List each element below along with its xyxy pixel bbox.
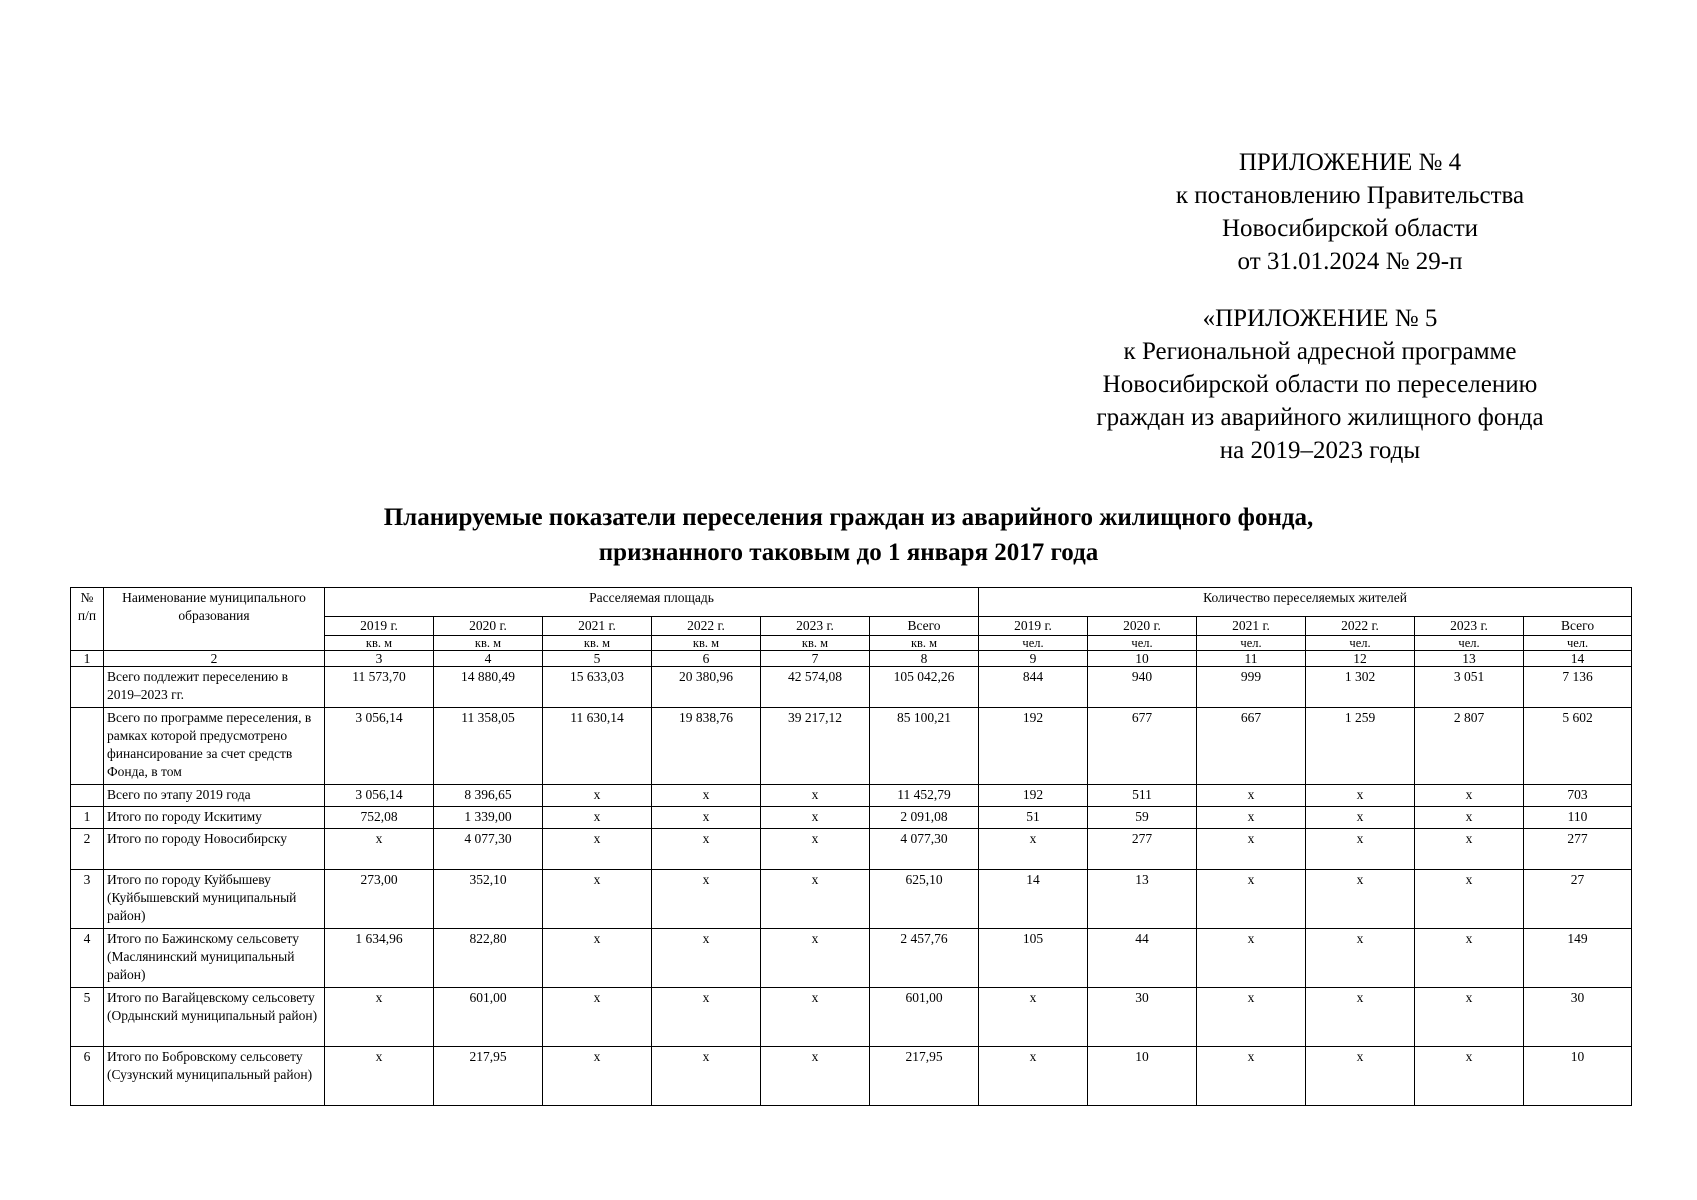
cell-value: 14 880,49 <box>434 667 543 708</box>
cell-value: 51 <box>979 807 1088 829</box>
appendix-5-line: граждан из аварийного жилищного фонда <box>1096 404 1544 431</box>
header-year: 2021 г. <box>543 617 652 636</box>
cell-value: 822,80 <box>434 929 543 988</box>
appendix-4-line: Новосибирской области <box>1221 215 1479 242</box>
header-year: 2020 г. <box>1088 617 1197 636</box>
appendix-5-line: к Региональной адресной программе <box>1123 338 1517 365</box>
cell-value: x <box>652 870 761 929</box>
column-number: 10 <box>1088 651 1197 667</box>
cell-value: x <box>543 870 652 929</box>
row-num <box>71 785 104 807</box>
cell-value: 217,95 <box>870 1047 979 1106</box>
cell-value: x <box>1306 929 1415 988</box>
cell-value: x <box>1197 929 1306 988</box>
cell-value: x <box>761 988 870 1047</box>
cell-value: 7 136 <box>1524 667 1632 708</box>
column-number: 8 <box>870 651 979 667</box>
cell-value: x <box>1415 807 1524 829</box>
cell-value: x <box>543 807 652 829</box>
header-area-group: Расселяемая площадь <box>325 588 979 617</box>
cell-value: 11 452,79 <box>870 785 979 807</box>
cell-value: 8 396,65 <box>434 785 543 807</box>
cell-value: x <box>652 1047 761 1106</box>
row-num: 1 <box>71 807 104 829</box>
cell-value: 601,00 <box>870 988 979 1047</box>
header-row-groups <box>71 588 1632 617</box>
cell-value: 10 <box>1524 1047 1632 1106</box>
header-unit: чел. <box>1197 636 1306 651</box>
cell-value: x <box>1197 1047 1306 1106</box>
cell-value: x <box>325 829 434 870</box>
cell-value: 217,95 <box>434 1047 543 1106</box>
cell-value: x <box>325 1047 434 1106</box>
cell-value: x <box>1306 785 1415 807</box>
appendix-5-line: Новосибирской области по переселению <box>1102 371 1538 398</box>
header-year: 2023 г. <box>1415 617 1524 636</box>
table-row <box>71 1047 1632 1106</box>
header-num: № п/п <box>71 588 104 651</box>
appendix-5-header <box>1040 302 1600 467</box>
column-number: 3 <box>325 651 434 667</box>
cell-value: 273,00 <box>325 870 434 929</box>
cell-value: 999 <box>1197 667 1306 708</box>
cell-value: 85 100,21 <box>870 708 979 785</box>
column-number: 13 <box>1415 651 1524 667</box>
cell-value: 511 <box>1088 785 1197 807</box>
header-year: 2023 г. <box>761 617 870 636</box>
cell-value: 11 573,70 <box>325 667 434 708</box>
cell-value: x <box>652 988 761 1047</box>
cell-value: x <box>543 785 652 807</box>
cell-value: 601,00 <box>434 988 543 1047</box>
cell-value: 1 259 <box>1306 708 1415 785</box>
column-number: 7 <box>761 651 870 667</box>
row-name: Итого по Вагайцевскому сельсовету (Ордынский муниципальный район) <box>104 988 325 1047</box>
cell-value: x <box>543 988 652 1047</box>
table-row <box>71 988 1632 1047</box>
header-year: Всего <box>1524 617 1632 636</box>
table-row <box>71 708 1632 785</box>
row-name: Итого по городу Куйбышеву (Куйбышевский муниципальный район) <box>104 870 325 929</box>
cell-value: x <box>1415 829 1524 870</box>
cell-value: x <box>1415 988 1524 1047</box>
cell-value: 3 056,14 <box>325 785 434 807</box>
header-unit: чел. <box>1306 636 1415 651</box>
cell-value: 625,10 <box>870 870 979 929</box>
column-number: 14 <box>1524 651 1632 667</box>
cell-value: 1 339,00 <box>434 807 543 829</box>
appendix-5-line: «ПРИЛОЖЕНИЕ № 5 <box>1202 305 1438 332</box>
header-unit: кв. м <box>652 636 761 651</box>
column-number: 5 <box>543 651 652 667</box>
cell-value: 14 <box>979 870 1088 929</box>
cell-value: 19 838,76 <box>652 708 761 785</box>
cell-value: 703 <box>1524 785 1632 807</box>
header-year: 2022 г. <box>1306 617 1415 636</box>
cell-value: x <box>1197 807 1306 829</box>
header-unit: кв. м <box>325 636 434 651</box>
column-number: 1 <box>71 651 104 667</box>
cell-value: 277 <box>1524 829 1632 870</box>
header-unit: чел. <box>1415 636 1524 651</box>
header-unit: кв. м <box>434 636 543 651</box>
table-row <box>71 807 1632 829</box>
column-number: 6 <box>652 651 761 667</box>
cell-value: 11 358,05 <box>434 708 543 785</box>
cell-value: x <box>979 988 1088 1047</box>
cell-value: x <box>1306 1047 1415 1106</box>
cell-value: x <box>652 929 761 988</box>
cell-value: 1 634,96 <box>325 929 434 988</box>
cell-value: x <box>1415 1047 1524 1106</box>
cell-value: x <box>761 785 870 807</box>
row-num: 5 <box>71 988 104 1047</box>
table-row <box>71 667 1632 708</box>
cell-value: x <box>1306 829 1415 870</box>
header-year: 2019 г. <box>979 617 1088 636</box>
cell-value: x <box>1306 807 1415 829</box>
document-title-line: Планируемые показатели переселения граждан из аварийного жилищного фонда, <box>383 504 1314 531</box>
cell-value: x <box>543 829 652 870</box>
column-number: 12 <box>1306 651 1415 667</box>
row-num: 2 <box>71 829 104 870</box>
cell-value: 192 <box>979 708 1088 785</box>
header-unit: кв. м <box>543 636 652 651</box>
row-name: Итого по городу Новосибирску <box>104 829 325 870</box>
cell-value: 940 <box>1088 667 1197 708</box>
appendix-5-line: на 2019–2023 годы <box>1219 437 1421 464</box>
cell-value: 20 380,96 <box>652 667 761 708</box>
cell-value: 11 630,14 <box>543 708 652 785</box>
appendix-4-line: от 31.01.2024 № 29-п <box>1237 248 1463 275</box>
row-num <box>71 667 104 708</box>
cell-value: x <box>1197 785 1306 807</box>
table-row <box>71 929 1632 988</box>
cell-value: 10 <box>1088 1047 1197 1106</box>
cell-value: x <box>652 807 761 829</box>
cell-value: 844 <box>979 667 1088 708</box>
row-name: Итого по Бажинскому сельсовету (Маслянинский муниципальный район) <box>104 929 325 988</box>
cell-value: x <box>543 1047 652 1106</box>
row-num: 6 <box>71 1047 104 1106</box>
cell-value: x <box>1197 988 1306 1047</box>
cell-value: x <box>1415 929 1524 988</box>
cell-value: x <box>761 870 870 929</box>
cell-value: 105 <box>979 929 1088 988</box>
header-unit: кв. м <box>761 636 870 651</box>
header-year: Всего <box>870 617 979 636</box>
cell-value: x <box>1306 988 1415 1047</box>
column-number: 9 <box>979 651 1088 667</box>
row-name: Всего подлежит переселению в 2019–2023 гг. <box>104 667 325 708</box>
row-name: Итого по городу Искитиму <box>104 807 325 829</box>
header-people-group: Количество переселяемых жителей <box>979 588 1632 617</box>
cell-value: 352,10 <box>434 870 543 929</box>
cell-value: 2 807 <box>1415 708 1524 785</box>
cell-value: x <box>761 929 870 988</box>
cell-value: x <box>652 829 761 870</box>
column-number: 11 <box>1197 651 1306 667</box>
header-name: Наименование муниципального образования <box>104 588 325 651</box>
resettlement-table <box>70 587 1632 1106</box>
cell-value: 42 574,08 <box>761 667 870 708</box>
cell-value: x <box>1415 870 1524 929</box>
cell-value: x <box>1415 785 1524 807</box>
document-title <box>0 500 1697 570</box>
cell-value: 277 <box>1088 829 1197 870</box>
table-row <box>71 870 1632 929</box>
row-num: 4 <box>71 929 104 988</box>
cell-value: 5 602 <box>1524 708 1632 785</box>
header-unit: кв. м <box>870 636 979 651</box>
header-row-column-numbers <box>71 651 1632 667</box>
header-year: 2022 г. <box>652 617 761 636</box>
cell-value: x <box>979 1047 1088 1106</box>
cell-value: 39 217,12 <box>761 708 870 785</box>
header-unit: чел. <box>1088 636 1197 651</box>
cell-value: 13 <box>1088 870 1197 929</box>
cell-value: 677 <box>1088 708 1197 785</box>
header-year: 2019 г. <box>325 617 434 636</box>
cell-value: 15 633,03 <box>543 667 652 708</box>
cell-value: 4 077,30 <box>870 829 979 870</box>
row-name: Итого по Бобровскому сельсовету (Сузунский муниципальный район) <box>104 1047 325 1106</box>
cell-value: 110 <box>1524 807 1632 829</box>
appendix-4-header <box>1110 146 1590 278</box>
header-year: 2020 г. <box>434 617 543 636</box>
cell-value: x <box>761 829 870 870</box>
cell-value: 44 <box>1088 929 1197 988</box>
cell-value: 752,08 <box>325 807 434 829</box>
appendix-4-line: к постановлению Правительства <box>1175 182 1525 209</box>
header-unit: чел. <box>1524 636 1632 651</box>
cell-value: x <box>1306 870 1415 929</box>
cell-value: x <box>543 929 652 988</box>
cell-value: x <box>979 829 1088 870</box>
column-number: 4 <box>434 651 543 667</box>
cell-value: 1 302 <box>1306 667 1415 708</box>
cell-value: x <box>1197 870 1306 929</box>
cell-value: 3 056,14 <box>325 708 434 785</box>
row-num <box>71 708 104 785</box>
appendix-4-line: ПРИЛОЖЕНИЕ № 4 <box>1238 149 1462 176</box>
cell-value: 4 077,30 <box>434 829 543 870</box>
header-year: 2021 г. <box>1197 617 1306 636</box>
cell-value: 59 <box>1088 807 1197 829</box>
cell-value: 2 457,76 <box>870 929 979 988</box>
cell-value: x <box>325 988 434 1047</box>
row-num: 3 <box>71 870 104 929</box>
header-unit: чел. <box>979 636 1088 651</box>
cell-value: 2 091,08 <box>870 807 979 829</box>
cell-value: 105 042,26 <box>870 667 979 708</box>
cell-value: 30 <box>1524 988 1632 1047</box>
cell-value: 27 <box>1524 870 1632 929</box>
cell-value: 3 051 <box>1415 667 1524 708</box>
document-title-line: признанного таковым до 1 января 2017 года <box>598 539 1099 566</box>
cell-value: 192 <box>979 785 1088 807</box>
table-row <box>71 829 1632 870</box>
row-name: Всего по программе переселения, в рамках которой предусмотрено финансирование за счет средств Фонда, в том <box>104 708 325 785</box>
row-name: Всего по этапу 2019 года <box>104 785 325 807</box>
cell-value: x <box>652 785 761 807</box>
cell-value: 667 <box>1197 708 1306 785</box>
cell-value: 30 <box>1088 988 1197 1047</box>
cell-value: x <box>1197 829 1306 870</box>
table-row <box>71 785 1632 807</box>
cell-value: x <box>761 807 870 829</box>
column-number: 2 <box>104 651 325 667</box>
cell-value: 149 <box>1524 929 1632 988</box>
cell-value: x <box>761 1047 870 1106</box>
